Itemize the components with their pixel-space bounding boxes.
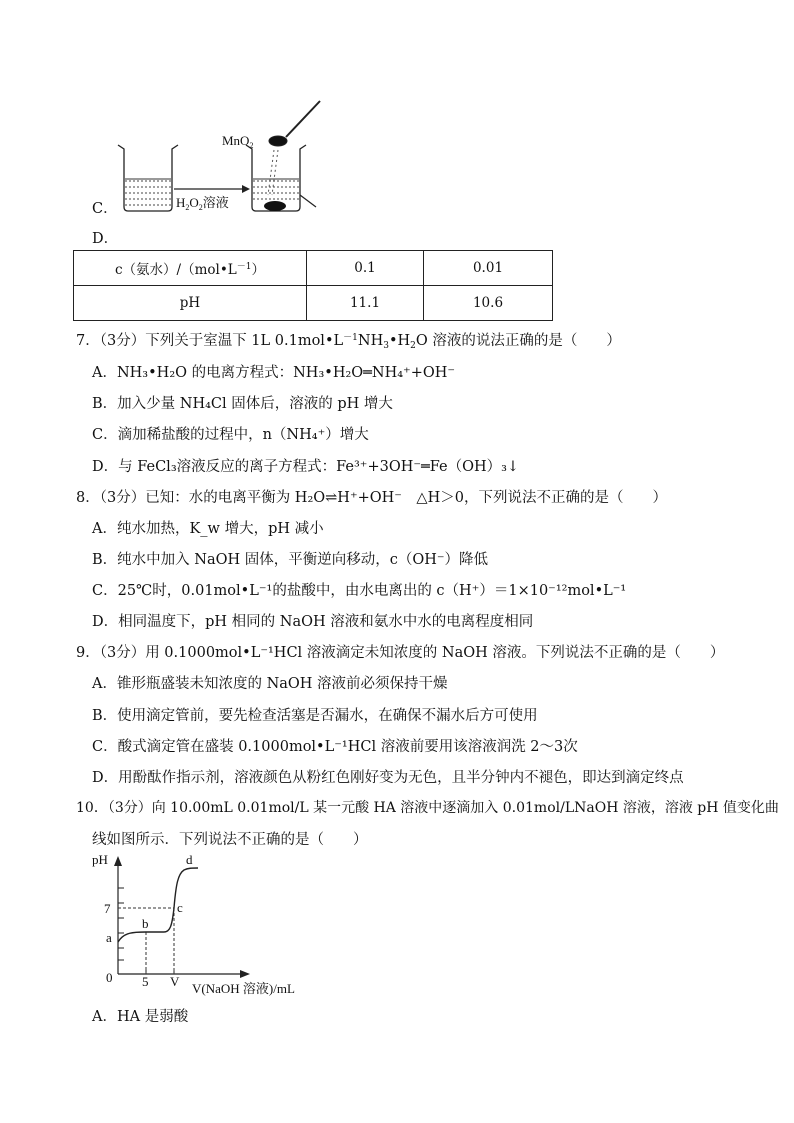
option-d-label: D．	[92, 231, 119, 247]
option-c[interactable]: C．酸式滴定管在盛装 0.1000mol•L⁻¹HCl 溶液前要用该溶液润洗 2～3次	[92, 739, 578, 755]
left-beaker	[118, 145, 178, 211]
question-stem: 7．（3分）下列关于室温下 1L $0.1mol•L^{-1}NH_3•H_2O$ 溶液的说法正确的是（ ）	[76, 333, 621, 351]
question-stem-cont: 线如图所示．下列说法不正确的是（ ）	[92, 832, 368, 848]
tick-label: V	[170, 974, 180, 989]
option-c[interactable]: C．25℃时，0.01mol•L⁻¹的盐酸中，由水电离出的 c（H⁺）＝1×10⁻¹²mol•L⁻¹	[92, 583, 627, 599]
table-cell: 0.1	[307, 251, 424, 286]
beaker-diagram	[110, 95, 340, 220]
x-axis-label: V(NaOH 溶液)/mL	[192, 981, 295, 996]
question-stem: 8．（3分）已知：水的电离平衡为 H₂O⇌H⁺+OH⁻ △H＞0，下列说法不正确的是（ ）	[76, 490, 667, 506]
point-label: c	[177, 900, 183, 915]
point-label: a	[106, 930, 112, 945]
option-a[interactable]: A．纯水加热，K_w 增大，pH 减小	[92, 521, 324, 537]
option-a[interactable]: A．HA 是弱酸	[92, 1009, 189, 1025]
option-d[interactable]: D．相同温度下，pH 相同的 NaOH 溶液和氨水中水的电离程度相同	[92, 614, 534, 630]
left-liquid	[125, 181, 171, 205]
ammonia-ph-table	[73, 250, 553, 321]
table-cell: 11.1	[307, 286, 424, 321]
option-d[interactable]: D．用酚酞作指示剂，溶液颜色从粉红色刚好变为无色，且半分钟内不褪色，即达到滴定终点	[92, 770, 684, 786]
mno2-pile	[264, 201, 286, 211]
option-a[interactable]: A．NH₃•H₂O 的电离方程式：NH₃•H₂O═NH₄⁺+OH⁻	[92, 365, 456, 381]
titration-curve	[88, 848, 338, 998]
option-b[interactable]: B．加入少量 NH₄Cl 固体后，溶液的 pH 增大	[92, 396, 393, 412]
table-cell: c（氨水）$/(mol•L^{-1})$	[74, 251, 307, 286]
svg-text:MnO2: MnO$_2$	[222, 133, 254, 150]
option-c[interactable]: C．滴加稀盐酸的过程中，n（NH₄⁺）增大	[92, 427, 369, 443]
point-label: b	[142, 916, 149, 931]
spoon-icon	[269, 136, 287, 146]
y-axis-label: pH	[92, 852, 108, 867]
option-b[interactable]: B．使用滴定管前，要先检查活塞是否漏水，在确保不漏水后方可使用	[92, 708, 538, 724]
tick-label: 7	[104, 901, 111, 916]
option-b[interactable]: B．纯水中加入 NaOH 固体，平衡逆向移动，c（OH⁻）降低	[92, 552, 489, 568]
tick-label: 0	[106, 970, 113, 985]
question-stem: 9．（3分）用 0.1000mol•L⁻¹HCl 溶液滴定未知浓度的 NaOH 溶液。下列说法不正确的是（ ）	[76, 645, 725, 661]
table-row	[74, 251, 553, 286]
tick-label: 5	[142, 974, 149, 989]
svg-text:H2O2溶液: $H_2O_2$溶液	[176, 195, 229, 212]
option-a[interactable]: A．锥形瓶盛装未知浓度的 NaOH 溶液前必须保持干燥	[92, 676, 448, 692]
table-cell: pH	[74, 286, 307, 321]
table-row	[74, 286, 553, 321]
point-label: d	[186, 852, 193, 867]
table-cell: 10.6	[424, 286, 553, 321]
question-stem: 10．（3分）向 10.00mL 0.01mol/L 某一元酸 HA 溶液中逐滴加入 0.01mol/LNaOH 溶液，溶液 pH 值变化曲	[76, 800, 779, 816]
table-cell: 0.01	[424, 251, 553, 286]
option-d[interactable]: D．与 FeCl₃溶液反应的离子方程式：Fe³⁺+3OH⁻═Fe（OH）₃↓	[92, 459, 520, 475]
ph-curve	[118, 868, 198, 942]
option-c-label: C．	[92, 201, 118, 217]
